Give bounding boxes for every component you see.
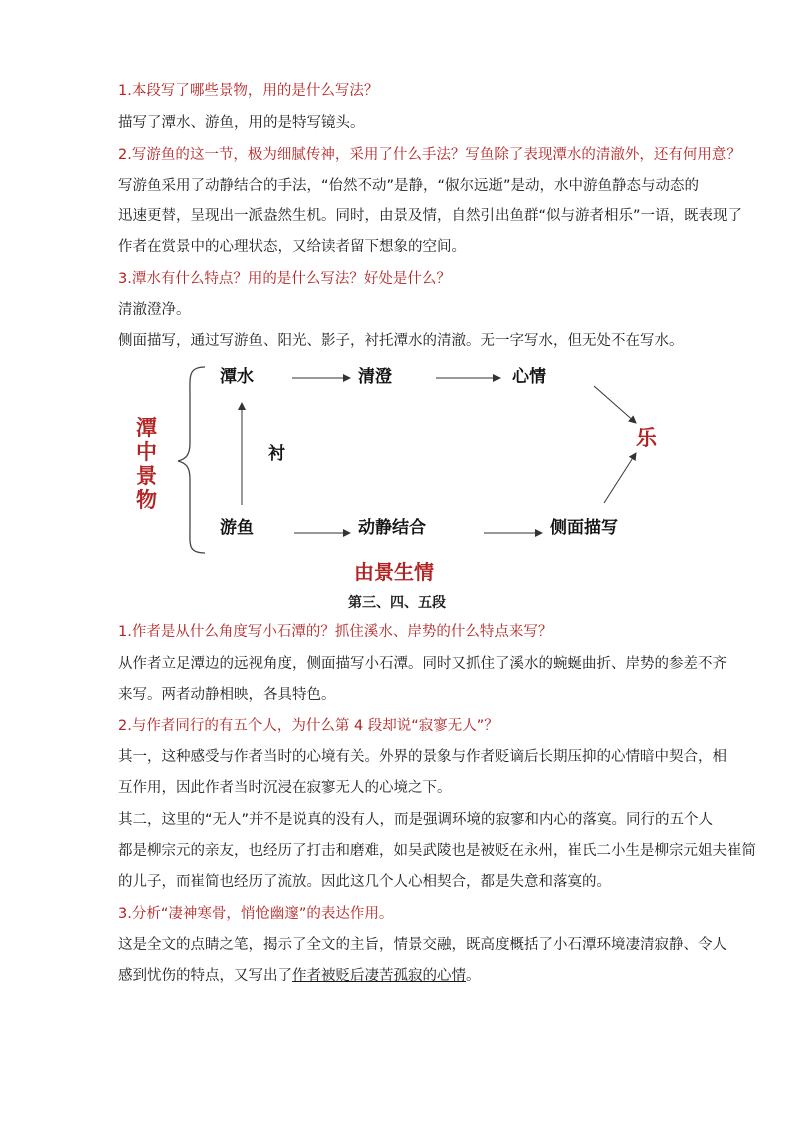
arrow-cemian-le xyxy=(604,453,636,503)
answer-2-line-3: 作者在赏景中的心理状态，又给读者留下想象的空间。 xyxy=(118,239,466,255)
answer-6-underlined: 作者被贬后凄苦孤寂的心情 xyxy=(292,968,466,984)
node-le: 乐 xyxy=(636,426,657,450)
answer-6-line-1: 这是全文的点睛之笔，揭示了全文的主旨，情景交融，既高度概括了小石潭环境凄清寂静、令人 xyxy=(118,937,727,953)
answer-5a-line-1: 其一，这种感受与作者当时的心境有关。外界的景象与作者贬谪后长期压抑的心情暗中契合，相 xyxy=(118,749,727,765)
answer-4-line-1: 从作者立足潭边的远视角度，侧面描写小石潭。同时又抓住了溪水的蜿蜒曲折、岸势的参差不齐 xyxy=(118,656,727,672)
left-label-char-3: 景 xyxy=(136,464,157,488)
left-label-char-4: 物 xyxy=(136,488,157,512)
answer-5b-line-1: 其二，这里的“无人”并不是说真的没有人，而是强调环境的寂寥和内心的落寞。同行的五个人 xyxy=(118,812,714,828)
answer-5b-line-2: 都是柳宗元的亲友，也经历了打击和磨难，如吴武陵也是被贬在永州，崔氏二小生是柳宗元姐夫崔简 xyxy=(118,843,756,859)
answer-6-suffix: 。 xyxy=(466,968,481,984)
answer-2-line-2: 迅速更替，呈现出一派盎然生机。同时，由景及情，自然引出鱼群“似与游者相乐”一语，既表现了 xyxy=(118,208,743,224)
node-qingcheng: 清澄 xyxy=(358,367,392,387)
section-heading: 第三、四、五段 xyxy=(348,595,446,611)
answer-4-line-2: 来写。两者动静相映，各具特色。 xyxy=(118,687,336,703)
question-6: 3.分析“凄神寒骨，悄怆幽邃”的表达作用。 xyxy=(118,906,394,922)
node-chen: 衬 xyxy=(268,444,285,464)
diagram-caption: 由景生情 xyxy=(354,560,434,584)
arrow-xinqing-le xyxy=(594,386,636,423)
answer-5a-line-2: 互作用，因此作者当时沉浸在寂寥无人的心境之下。 xyxy=(118,780,452,796)
scene-emotion-diagram xyxy=(0,355,794,605)
answer-2-line-1: 写游鱼采用了动静结合的手法，“佁然不动”是静，“俶尔远逝”是动，水中游鱼静态与动态的 xyxy=(118,178,700,194)
answer-5b-line-3: 的儿子，而崔简也经历了流放。因此这几个人心相契合，都是失意和落寞的。 xyxy=(118,874,611,890)
left-brace xyxy=(178,367,205,553)
question-3: 3.潭水有什么特点？用的是什么写法？好处是什么？ xyxy=(118,271,451,287)
answer-1: 描写了潭水、游鱼，用的是特写镜头。 xyxy=(118,115,365,131)
answer-3-line-2: 侧面描写，通过写游鱼、阳光、影子，衬托潭水的清澈。无一字写水，但无处不在写水。 xyxy=(118,333,684,349)
node-xinqing: 心情 xyxy=(512,367,546,387)
node-tanshui: 潭水 xyxy=(220,367,254,387)
question-2: 2.写游鱼的这一节，极为细腻传神，采用了什么手法？写鱼除了表现潭水的清澈外，还有何用意？ xyxy=(118,147,741,163)
question-4: 1.作者是从什么角度写小石潭的？抓住溪水、岸势的什么特点来写？ xyxy=(118,624,553,640)
answer-6-prefix: 感到忧伤的特点，又写出了 xyxy=(118,968,292,984)
node-youyu: 游鱼 xyxy=(220,518,254,538)
left-label-char-2: 中 xyxy=(136,440,157,464)
answer-6-line-2 xyxy=(118,966,481,986)
node-dongjing: 动静结合 xyxy=(358,518,426,538)
left-label-char-1: 潭 xyxy=(136,416,157,440)
question-1: 1.本段写了哪些景物，用的是什么写法？ xyxy=(118,83,379,99)
node-cemian: 侧面描写 xyxy=(550,518,618,538)
answer-3-line-1: 清澈澄净。 xyxy=(118,302,191,318)
question-5: 2.与作者同行的有五个人，为什么第 4 段却说“寂寥无人”？ xyxy=(118,718,499,734)
